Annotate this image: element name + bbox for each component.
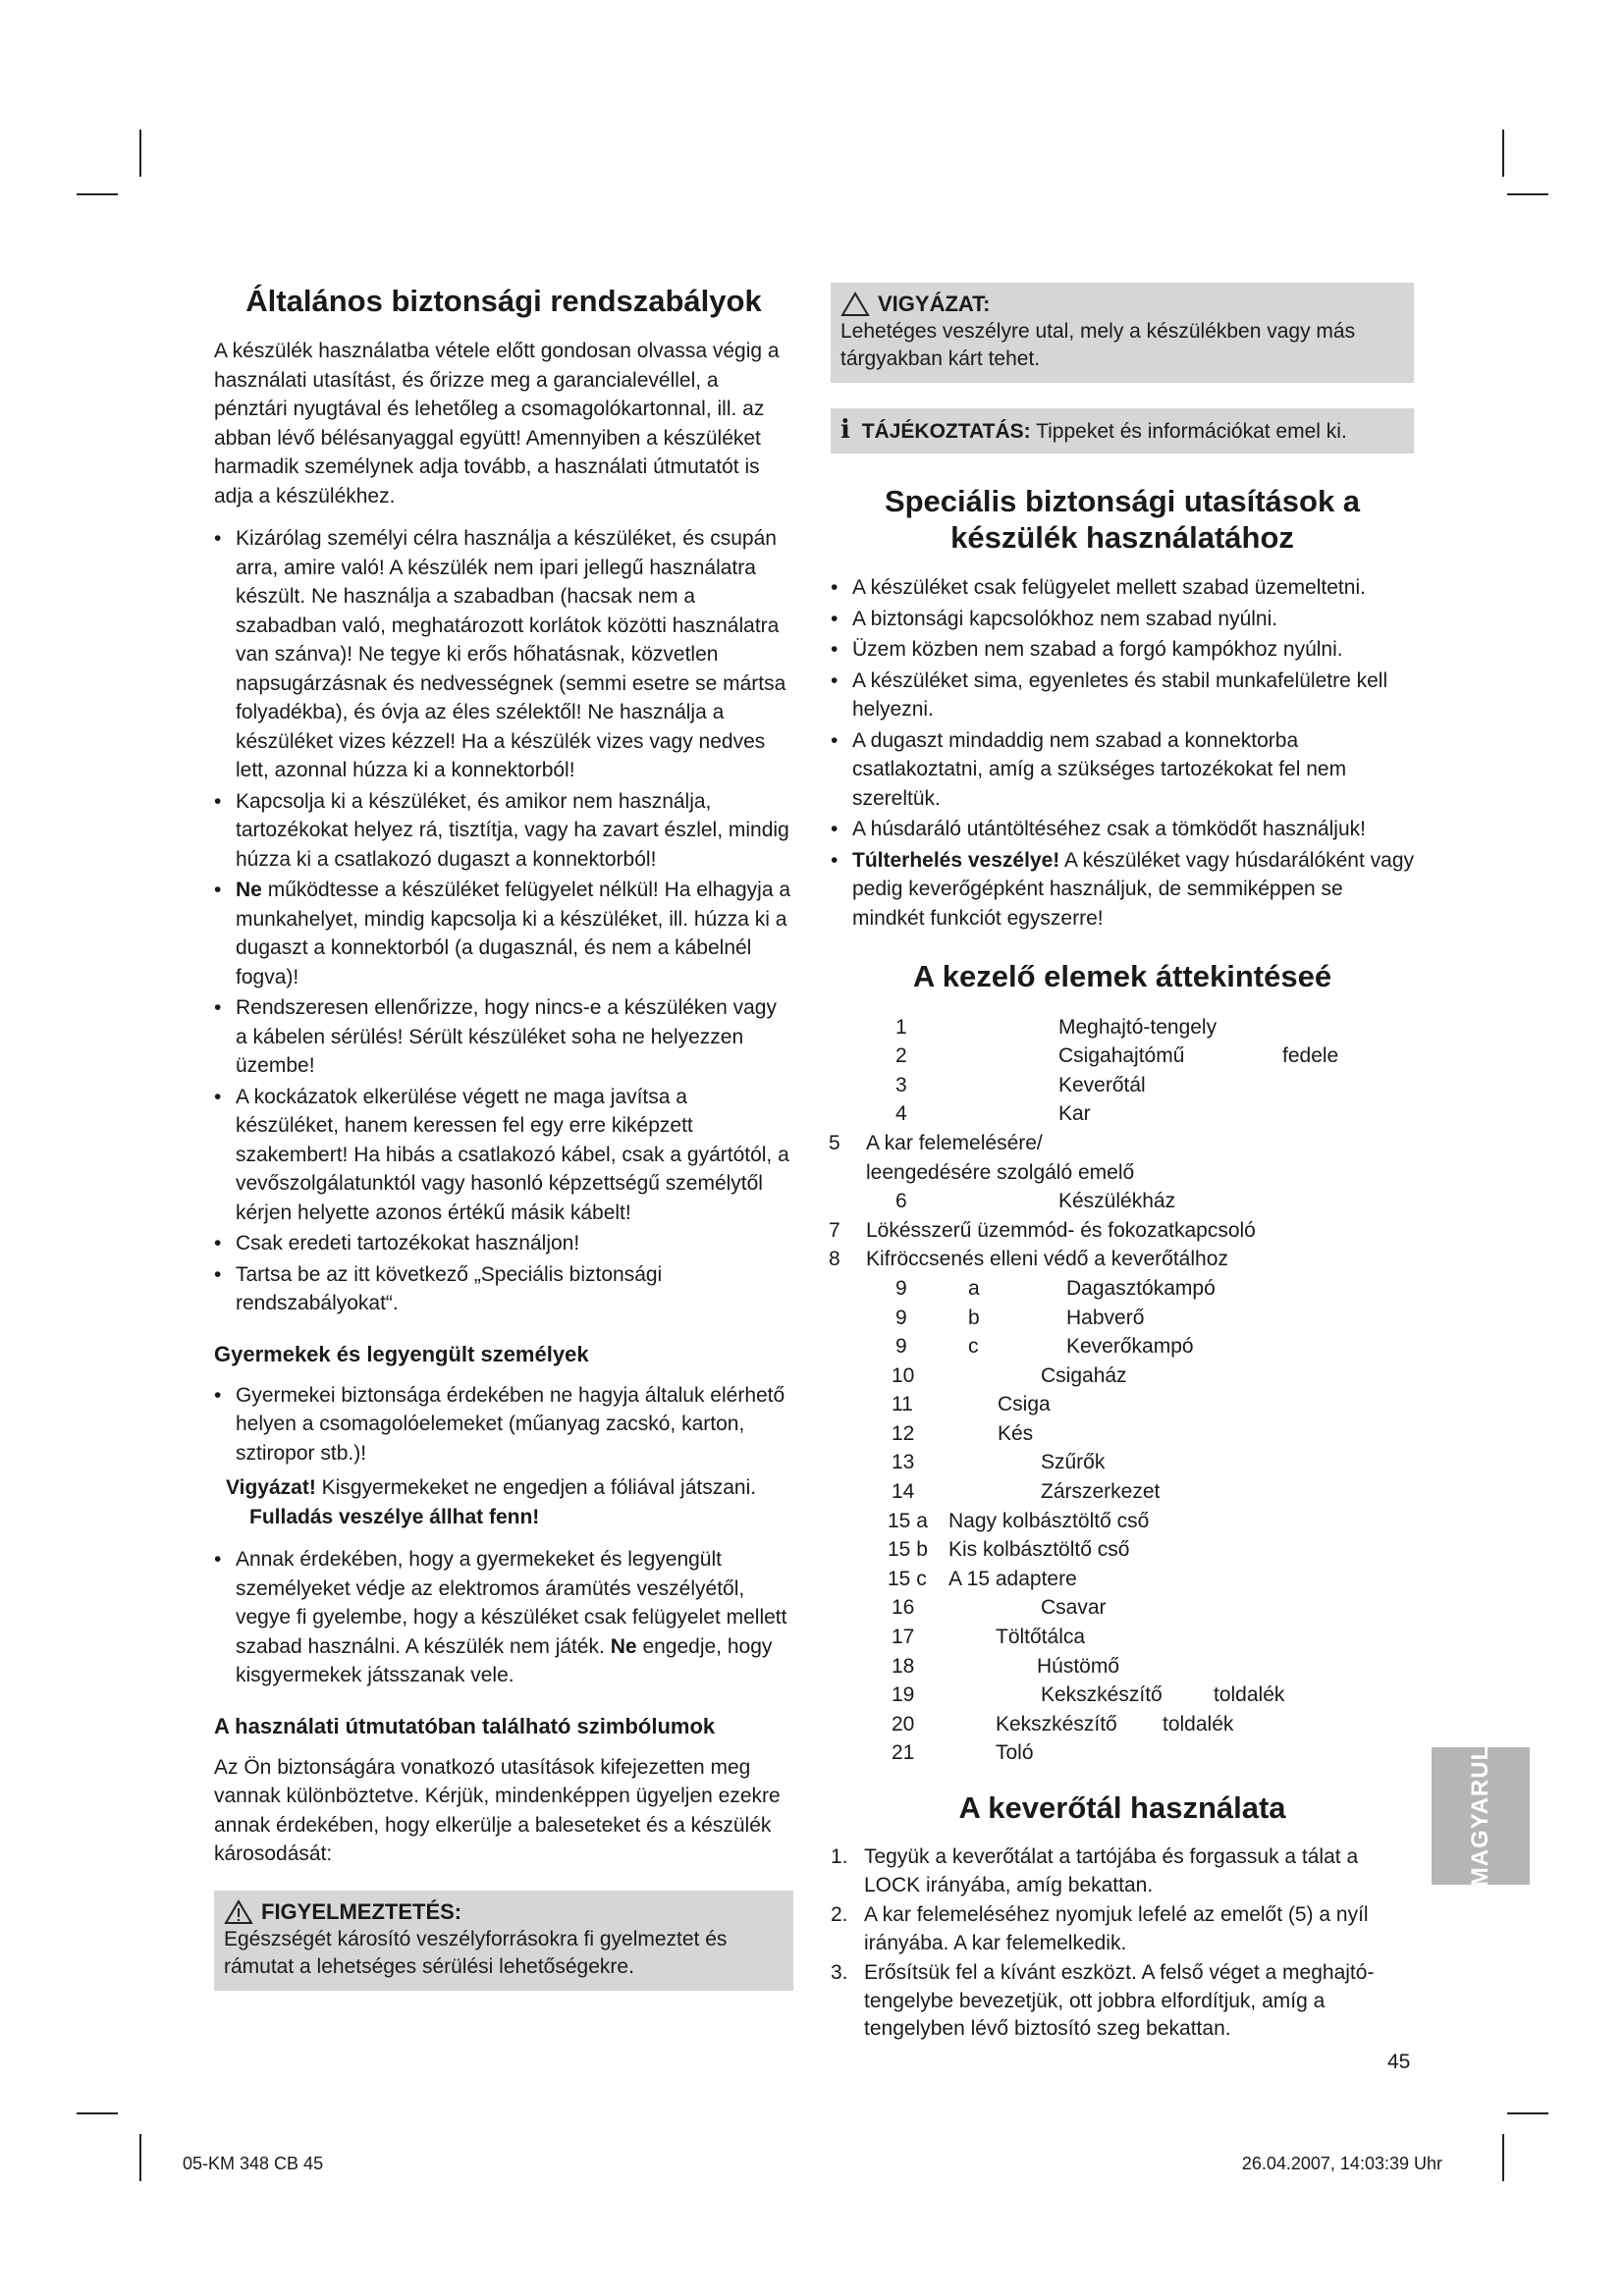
list-item: • A dugaszt mindaddig nem szabad a konnektorba csatlakoztatni, amíg a szükséges tartozékokat fel nem szereltük. [831,726,1414,814]
list-item [831,1901,1414,1957]
special-bullet-list [831,573,1414,933]
step-number: 3. [831,1961,848,1985]
children-bullet-list [214,1381,793,1468]
part-row [831,1099,1414,1129]
list-item [831,1959,1414,2044]
part-name: Habverő [1066,1306,1145,1329]
list-item: • Kapcsolja ki a készüléket, és amikor nem használja, tartozékokat helyez rá, tisztítja, vagy ha zavart észlel, mindig húzza ki a csatlakozó dugaszt a konnektorból! [214,787,793,875]
info-text: Tippeket és információkat emel ki. [1036,420,1347,443]
part-name: Lökésszerű üzemmód- és fokozatkapcsoló [866,1218,1256,1242]
warning-triangle-icon [224,1899,253,1925]
part-name: Kekszkészítő [996,1712,1117,1735]
children-bullet-list-2 [214,1545,793,1690]
safety-bullet-list [214,524,793,1318]
part-row [831,1477,1414,1507]
part-row [831,1129,1414,1158]
part-name-suffix: fedele [1282,1044,1339,1068]
caution-triangle-icon [840,292,870,317]
part-number: 6 [895,1190,907,1213]
left-column [214,283,793,1991]
bullet-text: Annak érdekében, hogy a gyermekeket és legyengült személyeket védje az elektromos áramütés veszélyétől, vegye fi gyelembe, hogy a készüléket csak felügyelet mellett szabad használni. A készülék nem játék. [236,1548,787,1658]
overload-bold: Túlterhelés veszélye! [852,848,1060,872]
part-number: 19 [892,1683,915,1707]
part-number: 2 [895,1044,907,1068]
part-row [831,1652,1414,1682]
ne-rest: működtesse a készüléket felügyelet nélkül! Ha elhagyja a munkahelyet, mindig kapcsolja ki a készüléket, ill. húzza ki a dugaszt a konnektorból (a dugasznál, és nem a kábelnél fogva)! [236,879,791,988]
caution-label [840,291,1404,318]
part-name: Meghajtó-tengely [1058,1015,1218,1039]
part-number: 5 [829,1131,840,1154]
crop-mark [1507,193,1548,195]
part-number: 13 [892,1451,915,1474]
part-row [831,1041,1414,1071]
part-row [831,1245,1414,1274]
part-sub-letter: c [968,1335,979,1359]
list-item: • Tartsa be az itt következő „Speciális biztonsági rendszabályokat“. [214,1260,793,1318]
list-item [214,1545,793,1690]
part-name: Kés [998,1421,1034,1445]
crop-mark [77,193,118,195]
list-item: • Gyermekei biztonsága érdekében ne hagyja általuk elérhető helyen a csomagolóelemeket (műanyag zacskó, karton, sztiropor stb.)! [214,1381,793,1468]
list-item: • A húsdaráló utántöltéséhez csak a tömködőt használjuk! [831,815,1414,844]
part-name: Kifröccsenés elleni védő a keverőtálhoz [866,1248,1228,1271]
info-icon: i [840,415,850,445]
list-item: • Kizárólag személyi célra használja a készüléket, és csupán arra, amire való! A készülék nem ipari jellegű használatra készült. Ne használja a szabadban (hacsak nem a szabadban való, meghatározott korlátok közötti használatra van szánva)! Ne tegye ki erős hőhatásnak, közvetlen napsugárzásnak és nedvességnek (semmi esetre se mártsa folyadékba), és óvja az éles szélektől! Ne használja a készüléket vizes kézzel! Ha a készülék vizes vagy nedves lett, azonnal húzza ki a konnektorból! [214,524,793,785]
list-item [831,1843,1414,1899]
part-number: 18 [892,1654,915,1678]
part-row [831,1013,1414,1042]
bowl-steps [831,1843,1414,2044]
bullet-text: engedje, hogy kisgyermekek játsszanak vele. [236,1634,773,1687]
step-text: Erősítsük fel a kívánt eszközt. A felső véget a meghajtó-tengelybe bevezetjük, ott jobbra elfordítjuk, amíg a tengelyben lévő biztosító szeg bekattan. [864,1961,1375,2041]
list-item: • Csak eredeti tartozékokat használjon! [214,1229,793,1258]
part-name-suffix: toldalék [1214,1683,1285,1707]
warning-word: Vigyázat! [226,1476,316,1500]
part-row [831,1158,1414,1188]
controls-overview-title: A kezelő elemek áttekintéseé [912,959,1332,994]
caution-label-text: VIGYÁZAT: [878,292,991,316]
part-number: 1 [895,1015,907,1039]
part-name: Kis kolbásztöltő cső [948,1538,1130,1562]
crop-mark [1507,2112,1548,2114]
part-row [831,1332,1414,1362]
page-number: 45 [1387,2051,1411,2073]
part-number: 8 [829,1248,840,1271]
symbols-section-title: A használati útmutatóban található szimbólumok [214,1713,716,1738]
part-number: 21 [892,1741,915,1765]
part-number: 14 [892,1480,915,1504]
language-tab-label: MAGYARUL [1467,1744,1494,1888]
part-sub-letter: b [968,1306,980,1329]
crop-mark [139,2134,141,2181]
special-safety-title: Speciális biztonsági utasítások a készülék használatához [884,484,1361,556]
part-name: Csigaház [1041,1363,1127,1387]
part-number: 15 b [888,1538,928,1562]
part-name: Dagasztókampó [1066,1276,1216,1300]
language-tab [1432,1744,1530,1888]
part-number: 9 [895,1306,907,1329]
part-number: 15 a [888,1509,928,1532]
part-number: 7 [829,1218,840,1242]
part-number: 10 [892,1363,915,1387]
list-item [214,876,793,991]
part-row [831,1681,1414,1710]
part-name: Csiga [998,1393,1051,1416]
warning-text: Egészségét károsító veszélyforrásokra fi gyelmeztet és rámutat a lehetséges sérülési lehetőségekre. [224,1927,728,1978]
part-name: Kar [1058,1102,1091,1126]
step-number: 2. [831,1903,848,1927]
part-row [831,1507,1414,1536]
footer-right: 26.04.2007, 14:03:39 Uhr [1241,2154,1442,2173]
part-name: Kekszkészítő [1041,1683,1163,1707]
bowl-usage-title: A keverőtál használata [958,1790,1286,1825]
list-item: • A kockázatok elkerülése végett ne maga javítsa a készüléket, hanem keressen fel egy erre kiképzett szakembert! Ha hibás a csatlakozó kábel, csak a gyártótól, a vevőszolgálatunktól vagy hasonló képzettségű személytől kérjen helyette azonos értékű másik kábelt! [214,1083,793,1228]
list-item: • A készüléket sima, egyenletes és stabil munkafelületre kell helyezni. [831,667,1414,724]
part-name: Keverőtál [1058,1073,1146,1096]
right-column [831,283,1414,2046]
part-number: 12 [892,1421,915,1445]
part-name: Zárszerkezet [1041,1480,1161,1504]
part-number: 11 [892,1393,913,1416]
intro-paragraph: A készülék használatba vétele előtt gondosan olvassa végig a használati utasítást, és őrizze meg a garancialevéllel, a pénztári nyugtával és lehetőleg a csomagolókartonnal, ill. az abban lévő bélésanyaggal együtt! Amennyiben a készüléket harmadik személynek adja tovább, a használati útmutatót is adja a készülékhez. [214,340,780,507]
part-sub-letter: a [968,1276,980,1300]
part-number: 4 [895,1102,907,1126]
caution-text: Lehetéges veszélyre utal, mely a készülékben vagy más tárgyakban kárt tehet. [840,320,1356,370]
part-row [831,1187,1414,1216]
part-row [831,1304,1414,1333]
warning-box [214,1891,793,1991]
part-name: Csavar [1041,1596,1107,1620]
part-name: Keverőkampó [1066,1335,1194,1359]
part-name: Töltőtálca [996,1626,1086,1649]
part-name: Készülékház [1058,1190,1176,1213]
part-row [831,1448,1414,1477]
part-name: A 15 adaptere [948,1567,1077,1590]
part-number: 3 [895,1073,907,1096]
part-row [831,1390,1414,1419]
part-name: A kar felemelésére/ [866,1131,1043,1154]
step-text: A kar felemeléséhez nyomjuk lefelé az emelőt (5) a nyíl irányába. A kar felemelkedik. [864,1903,1369,1954]
list-item: • Rendszeresen ellenőrizze, hogy nincs-e a készüléken vagy a kábelen sérülés! Sérült készüléket soha ne helyezzen üzembe! [214,993,793,1081]
warning-label [224,1898,784,1926]
part-number: 9 [895,1276,907,1300]
warning-label-text: FIGYELMEZTETÉS: [261,1898,462,1924]
list-item [831,846,1414,934]
part-name-suffix: toldalék [1163,1712,1234,1735]
part-number: 17 [892,1626,915,1649]
parts-list [831,1013,1414,1768]
part-name: Hústömő [1037,1654,1120,1678]
crop-mark [77,2112,118,2114]
step-number: 1. [831,1845,848,1869]
part-row [831,1535,1414,1565]
part-row [831,1565,1414,1594]
ne-word: Ne [236,879,262,902]
part-name: Toló [996,1741,1034,1765]
part-number: 16 [892,1596,915,1620]
crop-mark [1502,130,1504,177]
suffocation-warning [226,1473,793,1531]
step-text: Tegyük a keverőtálat a tartójába és forgassuk a tálat a LOCK irányába, amíg bekattan. [864,1845,1359,1896]
warning-bold-text: Fulladás veszélye állhat fenn! [249,1505,540,1528]
part-row [831,1071,1414,1100]
part-number: 20 [892,1712,915,1735]
general-safety-title: Általános biztonsági rendszabályok [245,284,762,318]
info-box [831,408,1414,454]
part-number: 9 [895,1335,907,1359]
part-row [831,1274,1414,1304]
part-row [831,1623,1414,1652]
symbols-paragraph: Az Ön biztonságára vonatkozó utasítások kifejezetten meg vannak különböztetve. Kérjük, mindenképpen ügyeljen ezekre annak érdekében, hogy elkerülje a baleseteket és a készülék károsodását: [214,1755,781,1866]
info-label: TÁJÉKOZTATÁS: [861,420,1031,443]
part-row [831,1216,1414,1246]
footer-left: 05-KM 348 CB 45 [183,2154,324,2173]
list-item: • Üzem közben nem szabad a forgó kampókhoz nyúlni. [831,635,1414,665]
part-number: 15 c [888,1567,927,1590]
crop-mark [1502,2134,1504,2181]
part-row [831,1419,1414,1449]
part-name: Csigahajtómű [1058,1044,1185,1068]
part-name: leengedésére szolgáló emelő [866,1160,1135,1184]
part-row [831,1593,1414,1623]
children-section-title: Gyermekek és legyengült személyek [214,1341,589,1366]
part-row [831,1738,1414,1768]
crop-mark [139,130,141,177]
part-name: Szűrők [1041,1451,1106,1474]
overload-text: A készüléket vagy húsdarálóként vagy pedig keverőgépként használjuk, de semmiképpen se mindkét funkciót egyszerre! [852,848,1415,930]
warning-text: Kisgyermekeket ne engedjen a fóliával játszani. [321,1476,757,1500]
part-row [831,1362,1414,1391]
caution-box [831,283,1414,383]
part-name: Nagy kolbásztöltő cső [948,1509,1150,1532]
list-item: • A biztonsági kapcsolókhoz nem szabad nyúlni. [831,605,1414,634]
ne-word: Ne [610,1634,637,1658]
part-row [831,1710,1414,1739]
list-item: • A készüléket csak felügyelet mellett szabad üzemeltetni. [831,573,1414,603]
